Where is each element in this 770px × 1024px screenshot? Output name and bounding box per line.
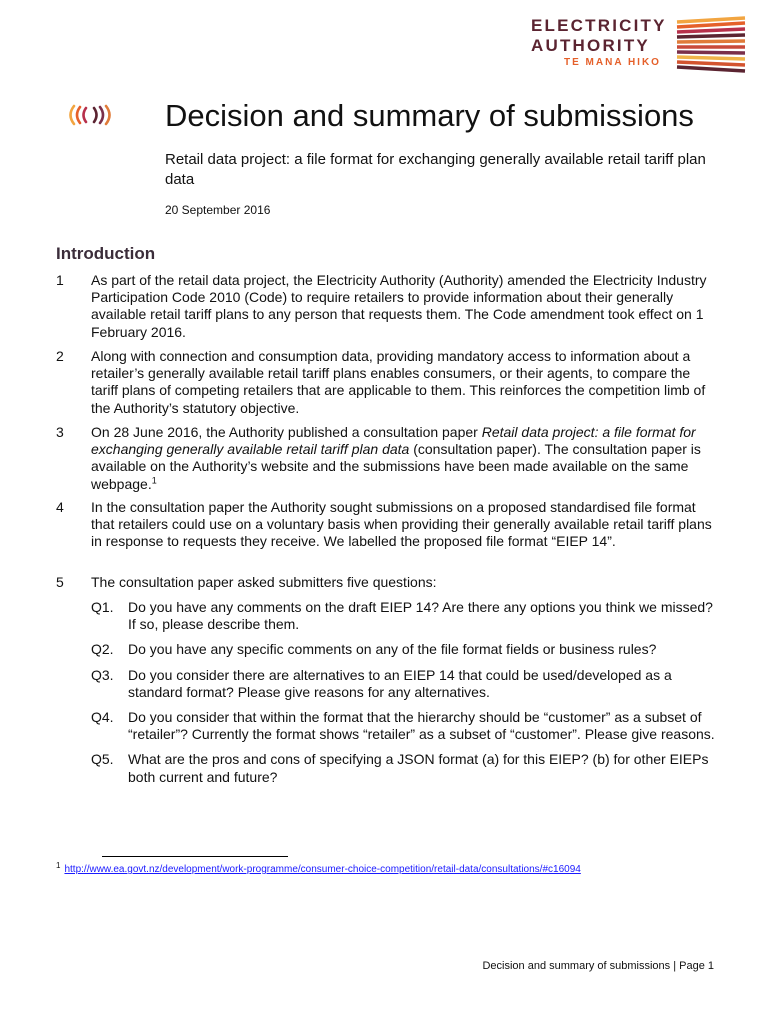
paragraph-4: [56, 499, 716, 551]
question-item: [91, 709, 721, 743]
paragraph-text: Along with connection and consumption data, providing mandatory access to information about a retailer’s generally available retail tariff plans enables consumers, or their agents, to compare the tariff plans of competing retailers that are applicable to them. This reinforces the competition limb of the Authority’s statutory objective.: [91, 348, 706, 416]
question-item: [91, 599, 721, 633]
paragraph-2: [56, 348, 716, 417]
paragraph-number: 4: [56, 499, 64, 515]
question-text: Do you consider there are alternatives to an EIEP 14 that could be used/developed as a standard format? Please give reasons for any alternatives.: [128, 666, 672, 700]
paragraph-number: 2: [56, 348, 64, 364]
electricity-authority-logo: [526, 16, 748, 74]
paragraph-number: 3: [56, 424, 64, 440]
footnote-divider: [102, 856, 288, 857]
question-item: [91, 667, 721, 701]
logo-text-line1: ELECTRICITY: [531, 16, 667, 35]
paragraph-text: [91, 424, 716, 493]
question-number: Q1.: [91, 599, 114, 615]
publication-date: 20 September 2016: [165, 203, 271, 217]
paragraph-text: As part of the retail data project, the Electricity Authority (Authority) amended the Electricity Industry Participation Code 2010 (Code) to require retailers to provide information about their generally available retail tariff plans to any person that requests them. The Code amendment took effect on 1 February 2016.: [91, 272, 707, 340]
paragraph-text: In the consultation paper the Authority sought submissions on a proposed standardised file format that retailers could use on a voluntary basis when providing their generally available retail tariff plans in response to requests they receive. We labelled the proposed file format “EIEP 14”.: [91, 499, 712, 550]
question-text: What are the pros and cons of specifying a JSON format (a) for this EIEP? (b) for other EIEPs both current and future?: [128, 751, 709, 785]
logo-text-line3: TE MANA HIKO: [564, 57, 661, 68]
paragraph-text: The consultation paper asked submitters five questions:: [91, 574, 437, 590]
section-heading-introduction: Introduction: [56, 244, 156, 263]
question-item: [91, 641, 721, 658]
paragraph-text-end: (consultation paper). The consultation paper is available on the Authority’s website and the submissions have been made available on the same webpage.: [91, 441, 701, 492]
signal-arcs-icon: [66, 104, 114, 126]
paragraph-text-start: On 28 June 2016, the Authority published a consultation paper: [91, 424, 482, 440]
question-list: [91, 599, 721, 794]
footnote-mark: 1: [56, 861, 61, 870]
paragraph-number: 5: [56, 574, 64, 590]
page-subtitle: Retail data project: a file format for exchanging generally available retail tariff plan data: [165, 151, 706, 188]
question-number: Q2.: [91, 641, 114, 658]
question-number: Q4.: [91, 709, 114, 726]
footnote-link[interactable]: http://www.ea.govt.nz/development/work-programme/consumer-choice-competition/retail-data/consultations/#c16094: [64, 864, 581, 875]
page-footer: Decision and summary of submissions | Page 1: [482, 960, 714, 972]
paragraph-1: [56, 272, 716, 341]
question-text: Do you consider that within the format that the hierarchy should be “customer” as a subset of “retailer”? Currently the format shows “retailer” as a subset of “customer”. Please give reasons.: [128, 709, 715, 743]
question-text: Do you have any specific comments on any of the file format fields or business rules?: [128, 641, 657, 658]
logo-text-line2: AUTHORITY: [531, 36, 650, 55]
question-text: Do you have any comments on the draft EIEP 14? Are there any options you think we missed? If so, please describe them.: [128, 599, 713, 633]
question-item: [91, 751, 721, 785]
page-title: Decision and summary of submissions: [165, 98, 694, 133]
question-number: Q3.: [91, 666, 114, 683]
paragraph-5: [56, 574, 716, 591]
paragraph-3: [56, 424, 716, 493]
logo-stripes-icon: [675, 16, 747, 74]
footnote-reference[interactable]: 1: [151, 474, 157, 485]
paragraph-number: 1: [56, 272, 64, 288]
footnote: [56, 861, 581, 875]
question-number: Q5.: [91, 751, 114, 768]
consultation-paper-title: Retail data project: a file format for exchanging generally available retail tariff plan data: [91, 424, 696, 458]
